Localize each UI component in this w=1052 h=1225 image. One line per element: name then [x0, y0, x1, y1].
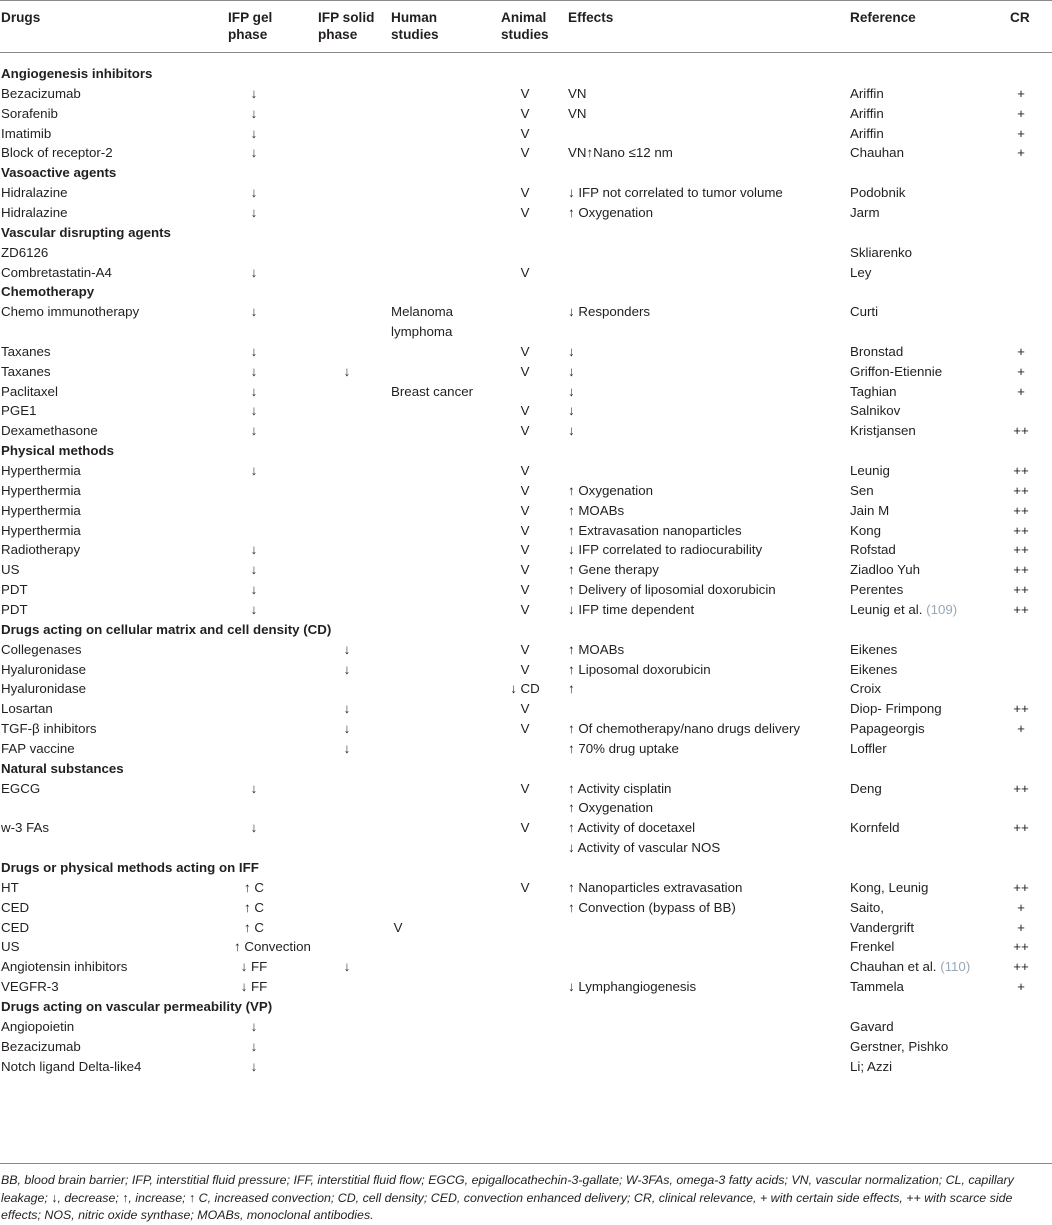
- table-row: [0, 878, 1052, 898]
- cell-animal: V: [520, 562, 530, 578]
- header-ifp-gel-2: phase: [228, 27, 268, 42]
- cell-reference: Curti: [850, 304, 879, 320]
- header-animal: Animal: [501, 10, 547, 25]
- table-row: [0, 798, 1052, 818]
- table-row: [0, 203, 1052, 223]
- table-row: [0, 243, 1052, 263]
- cell-effect: ↑ Delivery of liposomial doxorubicin: [568, 582, 776, 598]
- header-human: Human: [391, 10, 438, 25]
- section-row: [0, 997, 1052, 1017]
- cell-ifp-gel: ↓: [250, 562, 258, 578]
- cell-ifp-solid: ↓: [343, 959, 351, 975]
- cell-ifp-gel: ↓: [250, 820, 258, 836]
- cell-animal: V: [520, 721, 530, 737]
- cell-reference: Kong, Leunig: [850, 879, 929, 895]
- cell-drug: Hyperthermia: [1, 463, 81, 478]
- cell-reference: Leunig: [850, 463, 890, 478]
- cell-reference: Jain M: [850, 502, 890, 518]
- cell-drug: Chemo immunotherapy: [1, 304, 140, 320]
- cell-cr: +: [1017, 919, 1025, 935]
- cell-drug: Hidralazine: [1, 185, 68, 201]
- cell-animal: V: [520, 343, 530, 359]
- cell-cr: ++: [1013, 542, 1029, 558]
- table-top-rule: [0, 0, 1052, 1]
- cell-drug: Losartan: [1, 701, 53, 717]
- table-row: [0, 302, 1052, 322]
- cell-drug: Hyperthermia: [1, 522, 81, 538]
- cell-drug: Paclitaxel: [1, 383, 58, 399]
- cell-animal: V: [520, 522, 530, 538]
- cell-reference: Ariffin: [850, 85, 884, 101]
- cell-drug: Notch ligand Delta-like4: [1, 1058, 142, 1074]
- cell-effect: VN: [568, 85, 587, 101]
- cell-animal: V: [520, 582, 530, 598]
- cell-effect: ↑ Extravasation nanoparticles: [568, 522, 742, 538]
- header-drugs: Drugs: [1, 10, 41, 25]
- cell-drug: PGE1: [1, 403, 37, 419]
- cell-ifp-gel: ↓: [250, 204, 258, 220]
- section-title: Drugs or physical methods acting on IFF: [1, 860, 259, 875]
- cell-effect: ↑ Liposomal doxorubicin: [568, 661, 711, 677]
- table-row: [0, 779, 1052, 799]
- cell-reference: Podobnik: [850, 185, 906, 201]
- table-row: [0, 501, 1052, 521]
- table-row: [0, 521, 1052, 541]
- cell-effect: ↑ MOABs: [568, 641, 625, 657]
- header-effects: Effects: [568, 10, 614, 25]
- cell-effect: VN↑Nano ≤12 nm: [568, 145, 673, 161]
- cell-drug: CED: [1, 919, 30, 935]
- cell-drug: VEGFR-3: [1, 979, 59, 995]
- cell-cr: +: [1017, 343, 1025, 359]
- cell-reference: Frenkel: [850, 939, 895, 955]
- cell-animal: V: [520, 363, 530, 379]
- section-row: [0, 620, 1052, 640]
- cell-reference: Papageorgis: [850, 721, 925, 737]
- cell-drug: PDT: [1, 601, 28, 617]
- cell-ifp-gel: ↓: [250, 363, 258, 379]
- cell-drug: w-3 FAs: [1, 820, 50, 836]
- cell-cr: +: [1017, 125, 1025, 141]
- cell-animal: V: [520, 463, 530, 478]
- cell-animal: V: [520, 403, 530, 419]
- cell-animal: V: [520, 145, 530, 161]
- table-row: [0, 421, 1052, 441]
- cell-ifp-gel: ↑ C: [244, 879, 264, 895]
- cell-ifp-solid: ↓: [343, 661, 351, 677]
- cell-reference: Taghian: [850, 383, 897, 399]
- table-row: [0, 818, 1052, 838]
- cell-ifp-gel: ↑ C: [244, 899, 264, 915]
- cell-animal: V: [520, 185, 530, 201]
- section-row: [0, 759, 1052, 779]
- cell-ifp-gel: ↓: [250, 85, 258, 101]
- table-row: [0, 104, 1052, 124]
- table-row: [0, 898, 1052, 918]
- cell-cr: +: [1017, 363, 1025, 379]
- cell-drug: Bezacizumab: [1, 85, 81, 101]
- cell-cr: ++: [1013, 939, 1029, 955]
- table-row: [0, 362, 1052, 382]
- table-row: [0, 1017, 1052, 1037]
- cell-ifp-gel: ↑ Convection: [234, 939, 311, 955]
- cell-ifp-gel: ↓: [250, 542, 258, 558]
- cell-ifp-gel: ↓: [250, 185, 258, 201]
- table-row: [0, 679, 1052, 699]
- cell-effect: ↑: [568, 681, 575, 697]
- cell-effect: ↑ Oxygenation: [568, 204, 654, 220]
- reference-number-link[interactable]: (110): [940, 959, 971, 975]
- cell-reference: Kristjansen: [850, 423, 916, 439]
- cell-effect: ↑ Oxygenation: [568, 800, 654, 816]
- reference-author: Leunig et al.: [850, 601, 923, 617]
- cell-reference: Ley: [850, 264, 872, 280]
- cell-reference: Vandergrift: [850, 919, 915, 935]
- table-row: [0, 540, 1052, 560]
- cell-reference: Kornfeld: [850, 820, 900, 836]
- cell-ifp-solid: ↓: [343, 721, 351, 737]
- table-row: [0, 382, 1052, 402]
- cell-drug: US: [1, 562, 20, 578]
- cell-cr: ++: [1013, 820, 1029, 836]
- cell-reference: Loffler: [850, 740, 887, 756]
- cell-ifp-gel: ↓ FF: [240, 959, 268, 975]
- cell-reference: Skliarenko: [850, 244, 913, 260]
- header-ifp-solid: IFP solid: [318, 10, 375, 25]
- cell-animal: V: [520, 661, 530, 677]
- cell-effect: ↓ IFP not correlated to tumor volume: [568, 185, 783, 201]
- cell-ifp-gel: ↓: [250, 463, 258, 478]
- cell-reference: Kong: [850, 522, 882, 538]
- cell-cr: ++: [1013, 522, 1029, 538]
- cell-reference: [850, 957, 970, 977]
- cell-ifp-gel: ↓ FF: [240, 979, 268, 995]
- cell-ifp-solid: ↓: [343, 740, 351, 756]
- cell-ifp-solid: ↓: [343, 701, 351, 717]
- section-title: Physical methods: [1, 443, 115, 459]
- cell-reference: Li; Azzi: [850, 1058, 893, 1074]
- cell-cr: +: [1017, 899, 1025, 915]
- cell-reference: Jarm: [850, 204, 880, 220]
- cell-drug: Block of receptor-2: [1, 145, 113, 161]
- table-row: [0, 322, 1052, 342]
- section-title: Vasoactive agents: [1, 165, 117, 181]
- cell-reference: Chauhan: [850, 145, 904, 161]
- header-reference: Reference: [850, 10, 916, 25]
- cell-animal: V: [520, 204, 530, 220]
- cell-effect: VN: [568, 105, 587, 121]
- cell-animal: V: [520, 641, 530, 657]
- cell-effect: ↑ Activity of docetaxel: [568, 820, 696, 836]
- header-animal-2: studies: [501, 27, 549, 42]
- cell-ifp-gel: ↓: [250, 105, 258, 121]
- cell-cr: ++: [1013, 601, 1029, 617]
- cell-drug: Sorafenib: [1, 105, 58, 121]
- cell-cr: +: [1017, 383, 1025, 399]
- cell-reference: Gavard: [850, 1018, 894, 1034]
- cell-reference: Perentes: [850, 582, 904, 598]
- section-row: [0, 223, 1052, 243]
- section-title: Angiogenesis inhibitors: [1, 66, 153, 81]
- cell-animal: V: [520, 542, 530, 558]
- cell-cr: ++: [1013, 463, 1029, 478]
- cell-ifp-gel: ↓: [250, 1018, 258, 1034]
- cell-reference: Tammela: [850, 979, 904, 995]
- table-row: [0, 957, 1052, 977]
- table-row: [0, 263, 1052, 283]
- table-row: [0, 660, 1052, 680]
- section-row: [0, 858, 1052, 878]
- cell-reference: Diop- Frimpong: [850, 701, 942, 717]
- cell-animal: V: [520, 601, 530, 617]
- cell-drug: Imatimib: [1, 125, 52, 141]
- cell-drug: Collegenases: [1, 641, 82, 657]
- cell-effect: ↓: [568, 343, 575, 359]
- cell-ifp-gel: ↓: [250, 1038, 258, 1054]
- cell-cr: ++: [1013, 959, 1029, 975]
- table-footnote: BB, blood brain barrier; IFP, interstitial fluid pressure; IFF, interstitial fluid flow; EGCG, epigallocathechin-3-gallate; W-3FAs, omega-3 fatty acids; VN, vascular normalization; CL, capillary leakage; ↓, decrease; ↑, increase; ↑ C, increased convection; CD, cell density; CED, convection enhanced delivery; CR, clinical relevance, + with certain side effects, ++ with scarce side effects; NOS, nitric oxide synthase; MOABs, monoclonal antibodies.: [1, 1173, 1014, 1222]
- cell-reference: Salnikov: [850, 403, 901, 419]
- cell-effect: ↓: [568, 403, 575, 419]
- cell-effect: ↑ Nanoparticles extravasation: [568, 879, 743, 895]
- header-cr: CR: [1010, 10, 1030, 25]
- cell-reference: Bronstad: [850, 343, 904, 359]
- table-row: [0, 560, 1052, 580]
- cell-drug: Angiopoietin: [1, 1018, 75, 1034]
- section-title: Drugs acting on vascular permeability (VP): [1, 998, 273, 1014]
- cell-reference: Eikenes: [850, 641, 898, 657]
- cell-effect: ↓ Responders: [568, 304, 651, 320]
- reference-author: Chauhan et al.: [850, 959, 937, 975]
- cell-drug: Radiotherapy: [1, 542, 81, 558]
- section-title: Chemotherapy: [1, 284, 95, 300]
- cell-drug: Combretastatin-A4: [1, 264, 112, 280]
- cell-reference: Gerstner, Pishko: [850, 1038, 949, 1054]
- cell-effect: ↓ IFP time dependent: [568, 601, 695, 617]
- cell-ifp-gel: ↓: [250, 343, 258, 359]
- table-row: [0, 84, 1052, 104]
- cell-cr: ++: [1013, 423, 1029, 439]
- cell-reference: Griffon-Etiennie: [850, 363, 943, 379]
- cell-animal: V: [520, 701, 530, 717]
- cell-reference: Eikenes: [850, 661, 898, 677]
- cell-cr: ++: [1013, 502, 1029, 518]
- cell-drug: Hyperthermia: [1, 502, 81, 518]
- cell-effect: ↑ Gene therapy: [568, 562, 659, 578]
- cell-ifp-gel: ↓: [250, 145, 258, 161]
- cell-ifp-gel: ↓: [250, 403, 258, 419]
- cell-ifp-solid: ↓: [343, 641, 351, 657]
- cell-reference: Rofstad: [850, 542, 896, 558]
- table-row: [0, 699, 1052, 719]
- table-row: [0, 461, 1052, 481]
- cell-reference: Croix: [850, 681, 882, 697]
- cell-animal: V: [520, 502, 530, 518]
- cell-ifp-gel: ↓: [250, 780, 258, 796]
- cell-drug: TGF-β inhibitors: [1, 721, 97, 737]
- section-title: Natural substances: [1, 760, 124, 776]
- cell-ifp-gel: ↓: [250, 264, 258, 280]
- cell-animal: V: [520, 820, 530, 836]
- table-row: [0, 918, 1052, 938]
- cell-ifp-gel: ↓: [250, 582, 258, 598]
- cell-drug: FAP vaccine: [1, 740, 75, 756]
- cell-effect: ↑ 70% drug uptake: [568, 740, 679, 756]
- cell-reference: Ziadloo Yuh: [850, 562, 920, 578]
- cell-cr: ++: [1013, 582, 1029, 598]
- cell-effect: ↓: [568, 423, 575, 439]
- cell-ifp-gel: ↓: [250, 601, 258, 617]
- cell-drug: HT: [1, 879, 19, 895]
- table-row: [0, 977, 1052, 997]
- section-title: Vascular disrupting agents: [1, 224, 171, 240]
- cell-reference: Ariffin: [850, 125, 884, 141]
- table-row: [0, 580, 1052, 600]
- cell-cr: ++: [1013, 879, 1029, 895]
- table-row: [0, 1037, 1052, 1057]
- cell-drug: Angiotensin inhibitors: [1, 959, 128, 975]
- cell-reference: Saito,: [850, 899, 885, 915]
- cell-human: Melanoma: [391, 304, 454, 320]
- cell-drug: Taxanes: [1, 363, 51, 379]
- section-row: [0, 64, 1052, 84]
- cell-cr: ++: [1013, 701, 1029, 717]
- cell-cr: +: [1017, 105, 1025, 121]
- table-row: [0, 124, 1052, 144]
- table-row: [0, 183, 1052, 203]
- table-row: [0, 342, 1052, 362]
- cell-cr: +: [1017, 979, 1025, 995]
- cell-drug: Hyaluronidase: [1, 661, 87, 677]
- cell-animal: V: [520, 264, 530, 280]
- cell-cr: +: [1017, 721, 1025, 737]
- table-row: [0, 719, 1052, 739]
- cell-effect: ↓ Activity of vascular NOS: [568, 840, 721, 856]
- cell-animal: ↓ CD: [510, 681, 540, 697]
- cell-effect: ↑ Activity cisplatin: [568, 780, 672, 796]
- cell-drug: ZD6126: [1, 244, 49, 260]
- reference-number-link[interactable]: (109): [926, 601, 958, 617]
- cell-effect: ↓: [568, 363, 575, 379]
- cell-drug: US: [1, 939, 20, 955]
- cell-reference: [850, 600, 957, 620]
- header-ifp-gel: IFP gel: [228, 10, 273, 25]
- cell-drug: Taxanes: [1, 343, 51, 359]
- cell-effect: ↓: [568, 383, 575, 399]
- cell-human: lymphoma: [391, 324, 453, 340]
- header-rule: [0, 52, 1052, 53]
- cell-drug: Dexamethasone: [1, 423, 98, 439]
- cell-drug: Hyperthermia: [1, 482, 81, 498]
- table-row: [0, 838, 1052, 858]
- cell-drug: PDT: [1, 582, 28, 598]
- cell-animal: V: [520, 780, 530, 796]
- table-row: [0, 937, 1052, 957]
- cell-effect: ↑ MOABs: [568, 502, 625, 518]
- cell-reference: Deng: [850, 780, 882, 796]
- table-row: [0, 1057, 1052, 1077]
- header-human-2: studies: [391, 27, 439, 42]
- cell-reference: Ariffin: [850, 105, 884, 121]
- cell-ifp-gel: ↑ C: [244, 919, 264, 935]
- cell-ifp-gel: ↓: [250, 383, 258, 399]
- cell-effect: ↓ IFP correlated to radiocurability: [568, 542, 763, 558]
- table-bottom-rule: [0, 1163, 1052, 1164]
- cell-reference: Sen: [850, 482, 874, 498]
- cell-cr: ++: [1013, 482, 1029, 498]
- cell-drug: Hidralazine: [1, 204, 68, 220]
- cell-drug: Hyaluronidase: [1, 681, 87, 697]
- cell-drug: Bezacizumab: [1, 1038, 81, 1054]
- table-row: [0, 401, 1052, 421]
- cell-ifp-gel: ↓: [250, 304, 258, 320]
- section-row: [0, 163, 1052, 183]
- cell-drug: CED: [1, 899, 30, 915]
- cell-animal: V: [520, 105, 530, 121]
- cell-effect: ↑ Convection (bypass of BB): [568, 899, 736, 915]
- cell-effect: ↓ Lymphangiogenesis: [568, 979, 697, 995]
- cell-effect: ↑ Of chemotherapy/nano drugs delivery: [568, 721, 801, 737]
- cell-ifp-solid: ↓: [343, 363, 351, 379]
- cell-cr: +: [1017, 145, 1025, 161]
- header-ifp-solid-2: phase: [318, 27, 358, 42]
- table-row: [0, 143, 1052, 163]
- cell-cr: ++: [1013, 780, 1029, 796]
- cell-ifp-gel: ↓: [250, 125, 258, 141]
- cell-animal: V: [520, 85, 530, 101]
- section-row: [0, 282, 1052, 302]
- section-row: [0, 441, 1052, 461]
- cell-effect: ↑ Oxygenation: [568, 482, 654, 498]
- cell-drug: EGCG: [1, 780, 41, 796]
- cell-animal: V: [520, 125, 530, 141]
- table-row: [0, 640, 1052, 660]
- cell-ifp-gel: ↓: [250, 1058, 258, 1074]
- table-row: [0, 739, 1052, 759]
- table-row: [0, 600, 1052, 620]
- section-title: Drugs acting on cellular matrix and cell density (CD): [1, 621, 332, 637]
- cell-animal: V: [520, 423, 530, 439]
- cell-cr: +: [1017, 85, 1025, 101]
- cell-animal: V: [520, 482, 530, 498]
- cell-animal: V: [520, 879, 530, 895]
- cell-cr: ++: [1013, 562, 1029, 578]
- cell-ifp-gel: ↓: [250, 423, 258, 439]
- cell-human: Breast cancer: [391, 383, 474, 399]
- cell-human: V: [393, 919, 403, 935]
- table-row: [0, 481, 1052, 501]
